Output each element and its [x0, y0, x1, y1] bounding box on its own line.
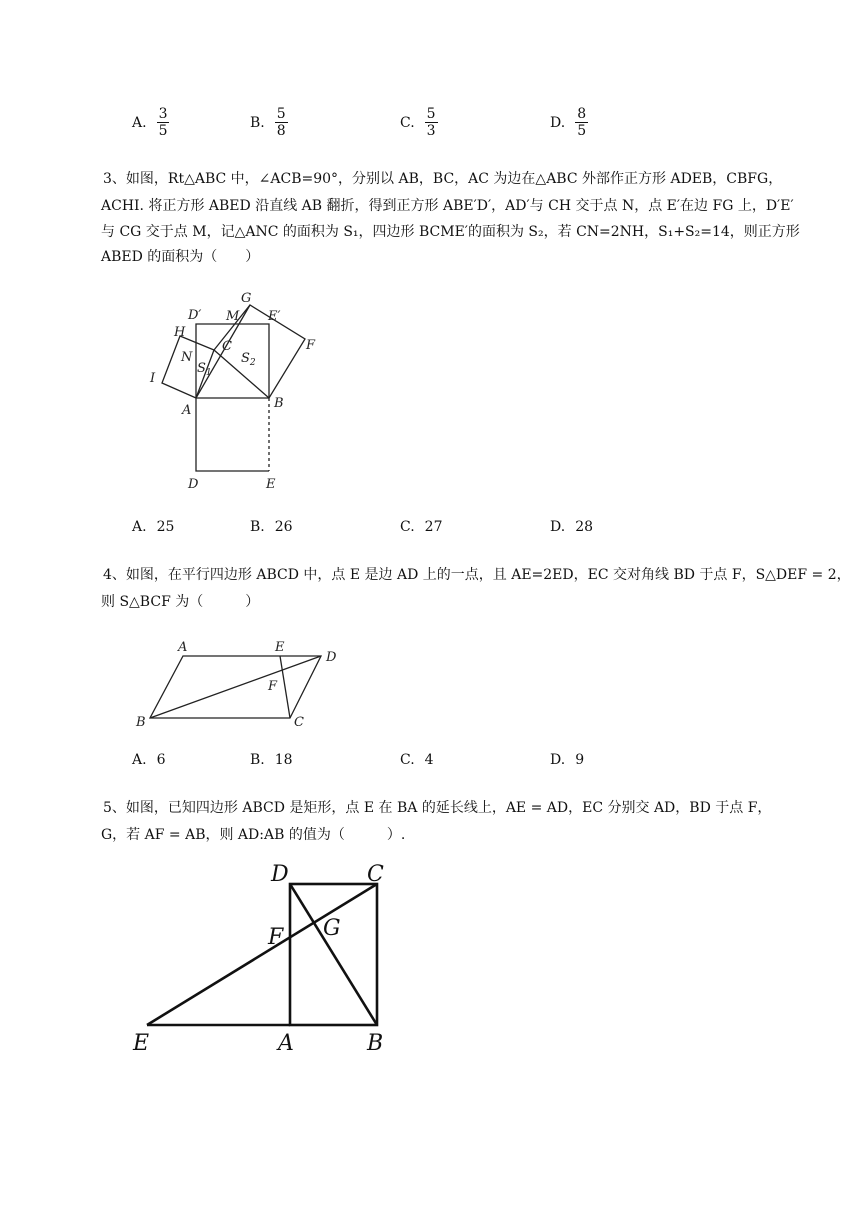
option-value: 18	[274, 752, 293, 768]
option-value: 6	[156, 752, 166, 768]
q3-option-c[interactable]	[400, 519, 443, 535]
segment-ec	[280, 656, 290, 718]
label-b: B	[136, 715, 146, 730]
label-i: I	[150, 371, 156, 386]
q4-option-c[interactable]	[400, 752, 434, 768]
segment-ec	[147, 884, 377, 1025]
option-label: C.	[400, 519, 415, 535]
numerator: 5	[276, 106, 286, 122]
option-value: 9	[575, 752, 585, 768]
option-label: C.	[400, 114, 415, 131]
option-label: B.	[250, 519, 265, 535]
label-g: G	[323, 916, 341, 941]
fraction	[157, 106, 170, 139]
square-achi	[162, 336, 214, 398]
label-e: E	[133, 1031, 150, 1056]
q3-line-3: 与 CG 交于点 M，记△ANC 的面积为 S₁，四边形 BCME′的面积为 S₂，若 CN=2NH，S₁+S₂=14，则正方形	[101, 224, 800, 240]
label-f: F	[306, 338, 316, 353]
denominator: 8	[276, 123, 286, 139]
q3-figure	[140, 285, 340, 495]
label-b: B	[274, 396, 284, 411]
q3-line-4: ABED 的面积为（ ）	[101, 249, 260, 265]
label-e1: E′	[268, 309, 281, 324]
fraction	[425, 106, 438, 139]
label-d: D	[271, 862, 289, 887]
option-label: D.	[550, 114, 566, 131]
q4-option-a[interactable]	[132, 752, 165, 768]
label-s2-main: S	[241, 351, 250, 366]
label-d: D	[326, 650, 337, 665]
denominator: 5	[577, 123, 587, 139]
q4-option-d[interactable]	[550, 752, 584, 768]
denominator: 3	[426, 123, 436, 139]
label-c: C	[367, 862, 384, 887]
label-s2	[241, 351, 256, 368]
q3-option-b[interactable]	[250, 519, 293, 535]
label-a: A	[182, 403, 192, 418]
label-a: A	[178, 640, 188, 655]
option-label: D.	[550, 752, 566, 768]
label-f: F	[268, 925, 284, 950]
label-e: E	[266, 477, 276, 492]
option-label: B.	[250, 752, 265, 768]
option-value: 28	[575, 519, 594, 535]
q5-figure	[128, 855, 400, 1060]
q5-line-2: G，若 AF = AB，则 AD:AB 的值为（ ）.	[101, 827, 406, 843]
option-value: 25	[156, 519, 175, 535]
numerator: 8	[577, 106, 587, 122]
q4-line-2: 则 S△BCF 为（ ）	[101, 594, 260, 610]
q2-option-c[interactable]	[400, 106, 438, 139]
q4-option-b[interactable]	[250, 752, 293, 768]
diagonal-db	[290, 884, 377, 1025]
q2-option-d[interactable]	[550, 106, 588, 139]
label-c: C	[222, 339, 232, 354]
fraction	[275, 106, 288, 139]
label-c: C	[294, 715, 304, 730]
option-label: B.	[250, 114, 265, 131]
option-label: A.	[132, 519, 147, 535]
label-e: E	[275, 640, 285, 655]
option-label: D.	[550, 519, 566, 535]
q3-option-a[interactable]	[132, 519, 174, 535]
fraction	[575, 106, 588, 139]
label-s2-sub: 2	[249, 358, 256, 368]
q2-option-a[interactable]	[132, 106, 169, 139]
label-a: A	[278, 1031, 294, 1056]
label-s1-sub: 1	[205, 368, 212, 378]
q2-option-b[interactable]	[250, 106, 288, 139]
label-n: N	[181, 350, 193, 365]
numerator: 3	[158, 106, 168, 122]
q4-figure	[130, 632, 350, 732]
label-d1: D′	[188, 308, 202, 323]
option-label: A.	[132, 114, 147, 131]
q3-line-1: 3、如图，Rt△ABC 中，∠ACB=90°，分别以 AB，BC，AC 为边在△ABC 外部作正方形 ADEB，CBFG，	[103, 171, 783, 187]
q5-line-1: 5、如图，已知四边形 ABCD 是矩形，点 E 在 BA 的延长线上，AE = AD，EC 分别交 AD，BD 于点 F，	[103, 800, 772, 816]
label-d: D	[188, 477, 199, 492]
option-value: 27	[424, 519, 443, 535]
label-b: B	[367, 1031, 384, 1056]
option-value: 4	[424, 752, 434, 768]
numerator: 5	[426, 106, 436, 122]
square-adeb	[196, 398, 269, 471]
option-label: C.	[400, 752, 415, 768]
label-m: M	[226, 309, 240, 324]
label-s1-main: S	[197, 361, 206, 376]
label-h: H	[174, 325, 186, 340]
label-f: F	[268, 679, 278, 694]
q4-line-1: 4、如图，在平行四边形 ABCD 中，点 E 是边 AD 上的一点，且 AE=2ED，EC 交对角线 BD 于点 F，S△DEF = 2，	[103, 567, 851, 583]
q3-line-2: ACHI. 将正方形 ABED 沿直线 AB 翻折，得到正方形 ABE′D′，AD′与 CH 交于点 N，点 E′在边 FG 上，D′E′	[101, 198, 794, 214]
option-label: A.	[132, 752, 147, 768]
denominator: 5	[158, 123, 168, 139]
option-value: 26	[274, 519, 293, 535]
q3-option-d[interactable]	[550, 519, 593, 535]
label-g: G	[241, 291, 252, 306]
